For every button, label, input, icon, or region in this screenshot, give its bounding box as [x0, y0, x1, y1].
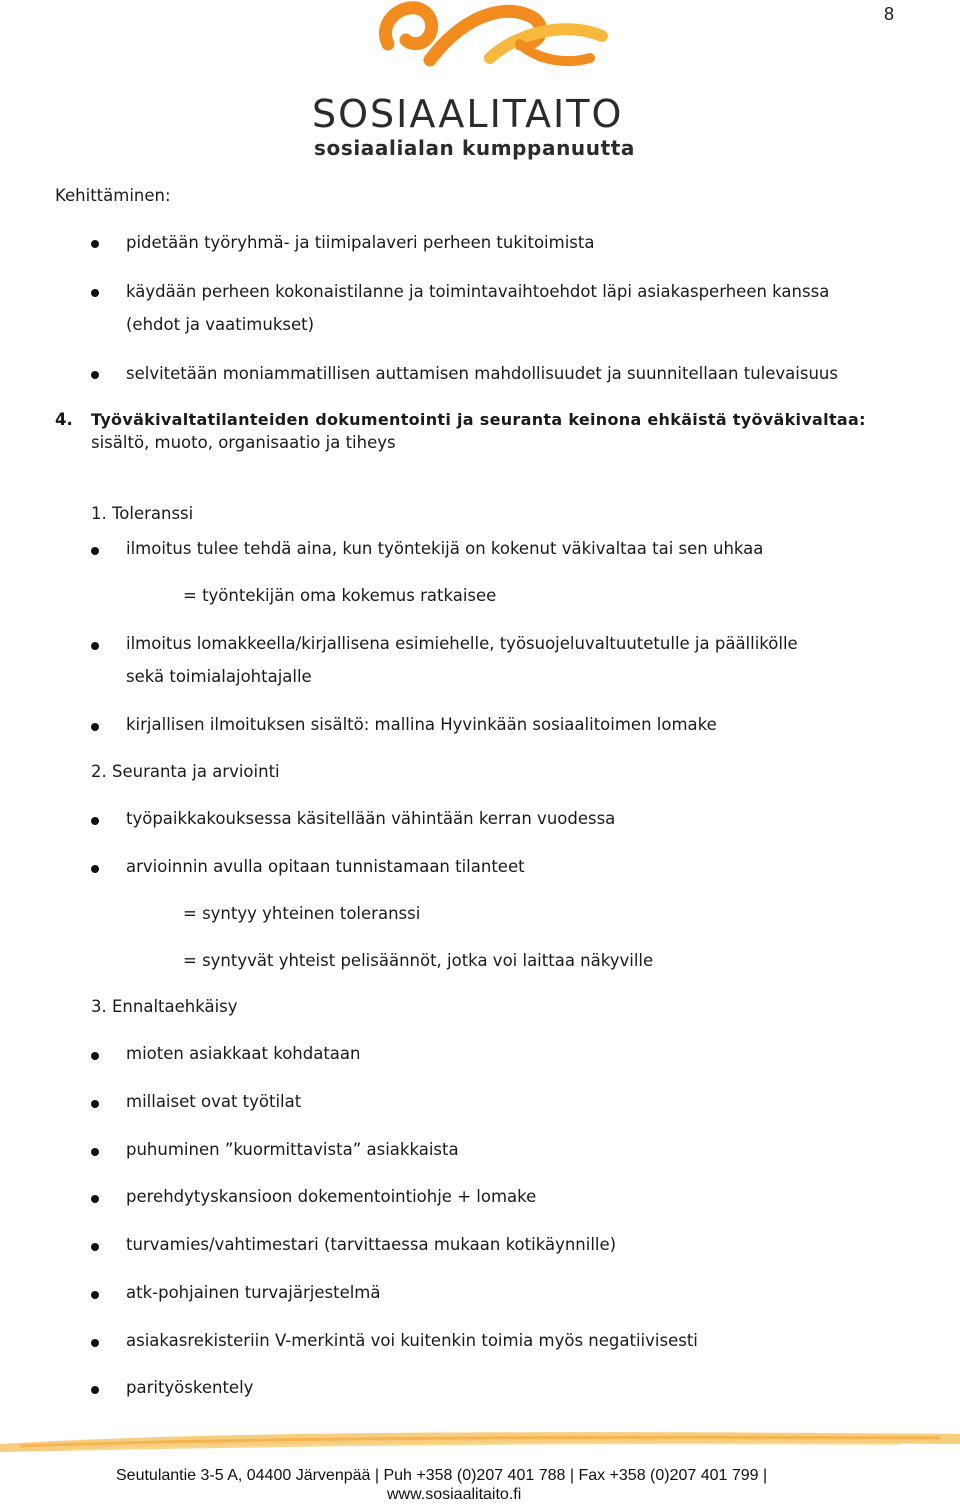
footer-contact: Seutulantie 3-5 A, 04400 Järvenpää | Puh +358 (0)207 401 788 | Fax +358 (0)207 401 799 | [116, 1467, 768, 1484]
list-item: asiakasrekisteriin V-merkintä voi kuitenkin toimia myös negatiivisesti [126, 1331, 698, 1350]
bullet-icon [91, 1052, 99, 1060]
bullet-icon [91, 865, 99, 873]
page-number: 8 [884, 4, 895, 24]
list-item: turvamies/vahtimestari (tarvittaessa mukaan kotikäynnille) [126, 1235, 617, 1254]
list-item: kirjallisen ilmoituksen sisältö: mallina Hyvinkään sosiaalitoimen lomake [126, 715, 717, 734]
list-item: ilmoitus lomakkeella/kirjallisena esimiehelle, työsuojeluvaltuutetulle ja päällikölle [126, 634, 798, 653]
footer-website-link[interactable]: www.sosiaalitaito.fi [387, 1486, 522, 1503]
list-note: = syntyvät yhteist pelisäännöt, jotka voi laittaa näkyville [183, 951, 654, 970]
list-note: = syntyy yhteinen toleranssi [183, 904, 421, 923]
bullet-icon [91, 371, 99, 379]
list-item: käydään perheen kokonaistilanne ja toimintavaihtoehdot läpi asiakasperheen kanssa [126, 282, 830, 301]
list-item: arvioinnin avulla opitaan tunnistamaan tilanteet [126, 857, 525, 876]
brush-stroke-divider [0, 1424, 960, 1458]
logo-mark-icon [370, 0, 610, 92]
list-item: selvitetään moniammatillisen auttamisen mahdollisuudet ja suunnitellaan tulevaisuus [126, 364, 838, 383]
section-number: 4. [55, 410, 73, 429]
bullet-icon [91, 1291, 99, 1299]
list-item: puhuminen ”kuormittavista” asiakkaista [126, 1140, 459, 1159]
section-title-continuation: sisältö, muoto, organisaatio ja tiheys [91, 433, 396, 452]
bullet-icon [91, 1339, 99, 1347]
list-note: = työntekijän oma kokemus ratkaisee [183, 586, 497, 605]
list-item: mioten asiakkaat kohdataan [126, 1044, 361, 1063]
bullet-icon [91, 289, 99, 297]
bullet-icon [91, 817, 99, 825]
list-item-continuation: sekä toimialajohtajalle [126, 667, 312, 686]
bullet-icon [91, 547, 99, 555]
page-heading: Kehittäminen: [55, 186, 171, 205]
list-item: perehdytyskansioon dokementointiohje + lomake [126, 1187, 537, 1206]
list-item-continuation: (ehdot ja vaatimukset) [126, 315, 315, 334]
bullet-icon [91, 1195, 99, 1203]
subsection-heading: 2. Seuranta ja arviointi [91, 762, 280, 781]
list-item: pidetään työryhmä- ja tiimipalaveri perheen tukitoimista [126, 233, 595, 252]
bullet-icon [91, 642, 99, 650]
logo-wordmark: SOSIAALITAITO [312, 92, 624, 136]
bullet-icon [91, 1386, 99, 1394]
bullet-icon [91, 1148, 99, 1156]
logo-tagline: sosiaalialan kumppanuutta [314, 136, 635, 160]
list-item: millaiset ovat työtilat [126, 1092, 302, 1111]
section-title: Työväkivaltatilanteiden dokumentointi ja seuranta keinona ehkäistä työväkivaltaa: [91, 410, 866, 429]
list-item: atk-pohjainen turvajärjestelmä [126, 1283, 381, 1302]
list-item: ilmoitus tulee tehdä aina, kun työntekijä on kokenut väkivaltaa tai sen uhkaa [126, 539, 764, 558]
bullet-icon [91, 1243, 99, 1251]
bullet-icon [91, 1100, 99, 1108]
list-item: parityöskentely [126, 1378, 254, 1397]
bullet-icon [91, 240, 99, 248]
bullet-icon [91, 723, 99, 731]
list-item: työpaikkakouksessa käsitellään vähintään kerran vuodessa [126, 809, 616, 828]
subsection-heading: 1. Toleranssi [91, 504, 194, 523]
subsection-heading: 3. Ennaltaehkäisy [91, 997, 238, 1016]
